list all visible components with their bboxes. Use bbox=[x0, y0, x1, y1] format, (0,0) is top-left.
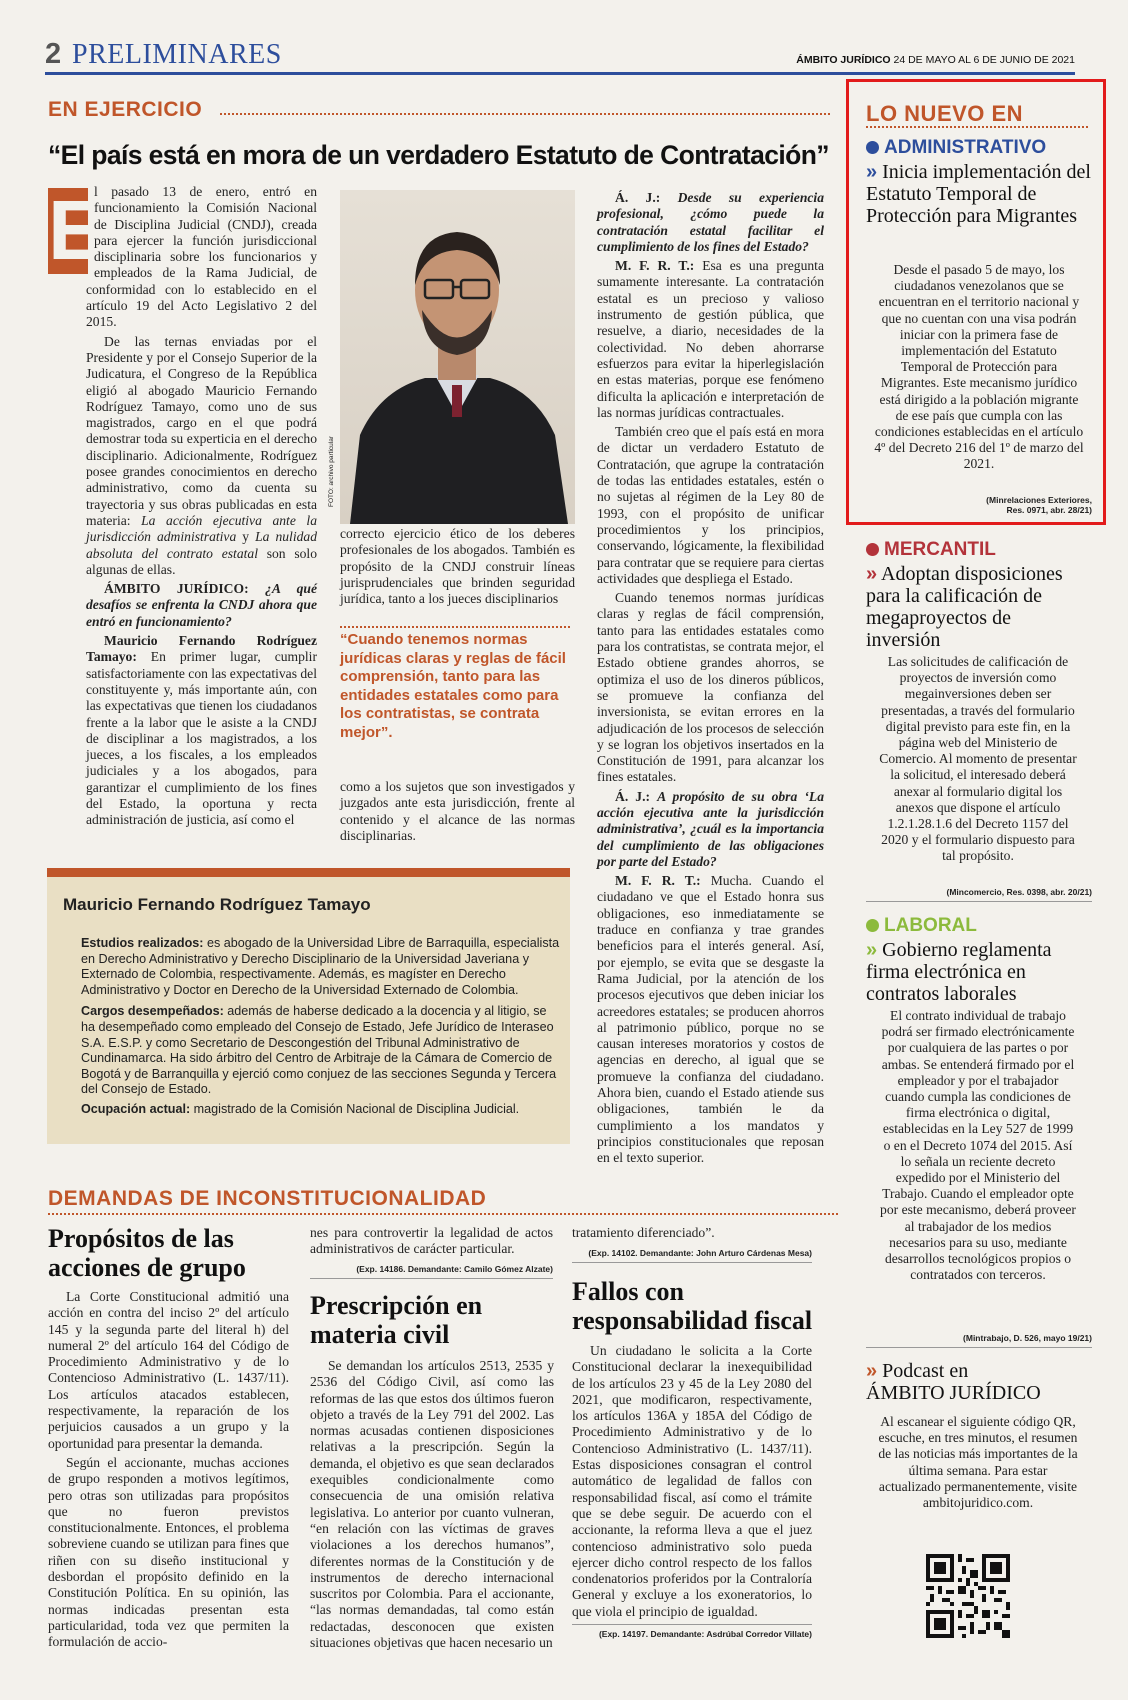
paragraph: correcto ejercicio ético de los deberes profesionales de los abogados. También es propósito de la CNDJ construir líneas jurisprudenciales que brinden seguridad jurídica, tanto a los jueces disciplinarios bbox=[340, 526, 575, 607]
bio-positions: Cargos desempeñados: además de haberse dedicado a la docencia y al litigio, se ha desempeñado como empleado del Consejo de Estado, Jefe Jurídico de Interaseo S.A. E.S.P. y como Secretario de Descongestión del Tribunal Administrativo de Cundinamarca. Ha sido árbitro del Centro de Arbitraje de la Cámara de Comercio de Bogotá y de Barranquilla y ejerció como conjuez de las secciones Segunda y Tercera del Consejo de Estado. bbox=[81, 1004, 557, 1097]
article-title: Propósitos de las acciones de grupo bbox=[48, 1224, 246, 1282]
pull-quote-text: “Cuando tenemos normas jurídicas claras y reglas de fácil comprensión, tanto para las entidades estatales como para los contratistas, se contrata mejor”. bbox=[340, 631, 566, 741]
sidebar-label: LO NUEVO EN bbox=[866, 101, 1024, 126]
news-kicker-laboral: LABORAL bbox=[866, 915, 977, 937]
chevron-icon: » bbox=[866, 939, 878, 961]
header-rule bbox=[45, 72, 1075, 75]
podcast-title: » Podcast en ÁMBITO JURÍDICO bbox=[866, 1360, 1041, 1404]
news-kicker-mercantil: MERCANTIL bbox=[866, 539, 996, 561]
answer: M. F. R. T.: Esa es una pregunta sumamente interesante. La contratación estatal es un precioso y valioso instrumento de gestión pública, que resuelve, a diario, necesidades de la colectividad. No deben ahorrarse esfuerzos para evitar la hiperlegislación en estas materias, porque ese fenómeno dificulta la aplicación e interpretación de las normas jurídicas contractuales. bbox=[597, 258, 824, 420]
chevron-icon: » bbox=[866, 1360, 878, 1382]
paragraph: Según el accionante, muchas acciones de grupo responden a motivos legítimos, pero otras son utilizadas para propósitos que no fueron previstos constitucionalmente. Entonces, el problema sobreviene cuando se utilizan para fines que riñen con su diseño institucional y desbordan el propósito definido en la Constitución Política. En su opinión, las normas indicadas presentan esta particularidad, toda vez que permiten la formulación de accio- bbox=[48, 1454, 289, 1650]
pull-quote-rule bbox=[340, 626, 570, 628]
source-citation: (Minrelaciones Exteriores, Res. 0971, abr. 28/21) bbox=[986, 495, 1092, 515]
category-dot-icon bbox=[866, 543, 879, 556]
pull-quote bbox=[340, 626, 570, 751]
paragraph: La Corte Constitucional admitió una acción en contra del inciso 2º del artículo 145 y la segunda parte del literal h) del numeral 2º del artículo 164 del Código de Procedimiento Administrativo y de lo Contencioso Administrativo (L. 1437/11). Los artículos atacados establecen, respectivamente, la reparación de los perjuicios causados a un grupo y la oportunidad para presentar la demanda. bbox=[48, 1289, 289, 1451]
section-name: PRELIMINARES bbox=[72, 39, 282, 70]
section-dotted-rule bbox=[220, 113, 830, 115]
sidebar-dotted-rule bbox=[866, 126, 1088, 128]
qr-code-icon[interactable] bbox=[926, 1554, 1010, 1638]
article-body-cont bbox=[310, 1225, 553, 1261]
section-dotted-rule bbox=[48, 1213, 838, 1215]
news-body: Desde el pasado 5 de mayo, los ciudadanos venezolanos que se encuentran en el territorio nacional y que no cuentan con una visa podrán iniciar con la primera fase de implementación del Estatuto Temporal de Protección para Migrantes. Este mecanismo jurídico está dirigido a la población migrante de ese país que cumpla con las condiciones establecidas en el artículo 4º del Decreto 216 del 1º de marzo del 2021. bbox=[874, 262, 1084, 472]
portrait-photo bbox=[328, 190, 575, 524]
paragraph: como a los sujetos que son investigados y juzgados ante esta jurisdicción, frente al contenido y el alcance de las normas disciplinarias. bbox=[340, 779, 575, 843]
source-citation: (Exp. 14186. Demandante: Camilo Gómez Alzate) bbox=[310, 1264, 553, 1279]
paragraph: Se demandan los artículos 2513, 2535 y 2536 del Código Civil, así como las reformas de las que estos dos últimos fueron objeto a través de la Ley 791 del 2002. Las normas acusadas contienen disposiciones relativas a la prescripción. Según la demanda, el objetivo es que sean declarados exequibles condicionalmente como consecuencia de una omisión relativa legislativa. Lo anterior por cuanto vulneran, “en relación con las víctimas de graves violaciones a los derechos humanos”, diferentes normas de la Constitución y de instrumentos de derecho internacional suscritos por Colombia. Para el accionante, “las normas demandadas, tal como están redactadas, desconocen que existen situaciones objetivas que hacen necesario un bbox=[310, 1358, 554, 1651]
page-number: 2 bbox=[45, 38, 62, 70]
bio-details bbox=[81, 936, 561, 1118]
section-label-demandas: DEMANDAS DE INCONSTITUCIONALIDAD bbox=[48, 1187, 487, 1210]
article-body-cont bbox=[572, 1225, 812, 1244]
category-dot-icon bbox=[866, 919, 879, 932]
interview-column-2 bbox=[340, 526, 575, 610]
source-citation: (Exp. 14102. Demandante: John Arturo Cárdenas Mesa) bbox=[572, 1248, 812, 1263]
article-body bbox=[310, 1358, 554, 1654]
issue-dates: 24 DE MAYO AL 6 DE JUNIO DE 2021 bbox=[893, 54, 1075, 66]
podcast-body: Al escanear el siguiente código QR, escuche, en tres minutos, el resumen de las noticias más importantes de la última semana. Para estar actualizado permanentemente, visite ambitojuridico.com. bbox=[878, 1414, 1078, 1511]
bio-box bbox=[47, 868, 570, 1144]
article-body bbox=[572, 1343, 812, 1623]
article-title: Prescripción en materia civil bbox=[310, 1291, 483, 1349]
publication-line bbox=[796, 54, 1075, 66]
source-citation: (Exp. 14197. Demandante: Asdrúbal Corredor Villate) bbox=[572, 1624, 812, 1639]
intro-paragraph: l pasado 13 de enero, entró en funcionamiento la Comisión Nacional de Disciplina Judicial (CNDJ), creada para ejercer la función jurisdiccional disciplinaria sobre los funcionarios y empleados de la Rama Judicial, de conformidad con lo establecido en el artículo 19 del Acto Legislativo 2 del 2015. bbox=[86, 184, 317, 330]
question: Á. J.: Desde su experiencia profesional, ¿cómo puede la contratación estatal facilitar el cumplimiento de los fines del Estado? bbox=[597, 190, 824, 254]
photo-credit: FOTO: archivo particular bbox=[328, 435, 336, 508]
bio-box-top-rule bbox=[47, 868, 570, 877]
paragraph: nes para controvertir la legalidad de actos administrativos de carácter particular. bbox=[310, 1225, 553, 1257]
chevron-icon: » bbox=[866, 563, 878, 585]
chevron-icon: » bbox=[866, 161, 878, 183]
bio-name: Mauricio Fernando Rodríguez Tamayo bbox=[63, 895, 371, 914]
category-dot-icon bbox=[866, 141, 879, 154]
news-title: » Adoptan disposiciones para la calificación de megaproyectos de inversión bbox=[866, 563, 1063, 651]
publication-name: ÁMBITO JURÍDICO bbox=[796, 54, 891, 66]
news-kicker-administrativo: ADMINISTRATIVO bbox=[866, 137, 1046, 159]
paragraph: Cuando tenemos normas jurídicas claras y reglas de fácil comprensión, tanto para las entidades estatales como para los contratistas, se contrata mejor, el Estado obtiene grandes ahorros, se optimiza el uso de los dineros públicos, se promueve la confianza del inversionista, se evitan errores en la adjudicación de los procesos de selección y se logran los objetivos insertados en la Constitución de 1991, para alcanzar los fines estatales. bbox=[597, 590, 824, 785]
interview-column-2b bbox=[340, 779, 575, 847]
source-citation: (Mincomercio, Res. 0398, abr. 20/21) bbox=[866, 887, 1092, 902]
page-header bbox=[45, 38, 1075, 72]
paragraph: De las ternas enviadas por el Presidente y por el Consejo Superior de la Judicatura, el Congreso de la República eligió al abogado Mauricio Fernando Rodríguez Tamayo, como uno de sus magistrados, cargo en el que podrá demostrar toda su experticia en el derecho disciplinario. Adicionalmente, Rodríguez posee grandes conocimientos en derecho administrativo, como da cuenta su trayectoria y sus obras publicadas en esta materia: La acción ejecutiva ante la jurisdicción administrativa y La nulidad absoluta del contrato estatal son solo algunas de ellas. bbox=[86, 333, 318, 577]
news-title: » Gobierno reglamenta firma electrónica en contratos laborales bbox=[866, 939, 1052, 1005]
news-title: » Inicia implementación del Estatuto Temporal de Protección para Migrantes bbox=[866, 161, 1091, 227]
interview-headline: “El país está en mora de un verdadero Estatuto de Contratación” bbox=[48, 140, 829, 170]
dropcap: E bbox=[48, 183, 105, 277]
article-title: Fallos con responsabilidad fiscal bbox=[572, 1277, 813, 1335]
news-body: Las solicitudes de calificación de proyectos de inversión como megainversiones deben ser presentadas, a través del formulario digital previsto para este fin, en la página web del Ministerio de Comercio. Al momento de presentar la solicitud, el interesado deberá anexar al formulario digital los anexos que dispone el artículo 1.2.1.28.1.6 del Decreto 1157 del 2020 y el formulario dispuesto para tal propósito. bbox=[879, 654, 1077, 864]
interview-column-3 bbox=[597, 190, 824, 1170]
article-body bbox=[48, 1289, 289, 1654]
bio-current: Ocupación actual: magistrado de la Comisión Nacional de Disciplina Judicial. bbox=[81, 1101, 520, 1116]
paragraph: tratamiento diferenciado”. bbox=[572, 1225, 715, 1240]
paragraph: También creo que el país está en mora de dictar un verdadero Estatuto de Contratación, que agrupe la contratación de todas las entidades estatales, estén o no sujetas al régimen de la Ley 80 de 1993, con el propósito de unificar procedimientos y los principios, conservando, lógicamente, la flexibilidad para contratar que se requiere para ciertas actividades que despliega el Estado. bbox=[597, 424, 824, 586]
question: ÁMBITO JURÍDICO: ¿A qué desafíos se enfrenta la CNDJ ahora que entró en funcionamiento? bbox=[86, 581, 317, 629]
sidebar bbox=[846, 79, 1106, 1649]
answer: Mauricio Fernando Rodríguez Tamayo: En primer lugar, cumplir satisfactoriamente con las expectativas del constituyente y, más importante aún, con las expectativas que tienen los ciudadanos frente a la labor que le asiste a la CNDJ de disciplinar a los magistrados, a los jueces, a los fiscales, a los empleados judiciales y a los abogados, para garantizar el cumplimiento de los fines del Estado, la oportuna y recta administración de justicia, así como el bbox=[86, 633, 317, 828]
bio-studies: Estudios realizados: es abogado de la Universidad Libre de Barraquilla, especialista en Derecho Administrativo y Derecho Disciplinario de la Universidad Javeriana y Externado de Colombia, respectivamente. Además, es magíster en Derecho Administrativo y Doctor en Derecho de la Universidad Externado de Colombia. bbox=[81, 936, 560, 997]
answer: M. F. R. T.: Mucha. Cuando el ciudadano ve que el Estado honra sus obligaciones, eso inmediatamente se traduce en confianza y trae grandes beneficios para el interés general. Así, por ejemplo, se evita que se desgaste la Rama Judicial, por la atención de los procesos ejecutivos que deben iniciar los acreedores estatales; se producen ahorros al patrimonio público, porque no se causan intereses moratorios y costos de agencias en derecho, al igual que se promueve la confianza del ciudadano. Ahora bien, cuando el Estado atiende sus obligaciones, también le da cumplimiento a los mandatos y principios constitucionales que reposan en el texto superior. bbox=[597, 873, 824, 1166]
question: Á. J.: A propósito de su obra ‘La acción ejecutiva ante la jurisdicción administrativa’, ¿cuál es la importancia del cumplimiento de las obligaciones por parte del Estado? bbox=[597, 788, 824, 869]
portrait-illustration bbox=[340, 190, 575, 524]
news-body: El contrato individual de trabajo podrá ser firmado electrónicamente por cualquiera de las partes o por ambas. Se entenderá firmado por el empleador y por el trabajador cuando cumpla las condiciones de firma electrónica o digital, establecidas en la Ley 527 de 1999 o en el Decreto 1074 del 2015. Así lo señala un reciente decreto expedido por el Ministerio del Trabajo. Cuando el empleador opte por este mecanismo, deberá proveer al trabajador de los medios necesarios para su uso, mediante desarrollos tecnológicos propios o contratados con terceros. bbox=[880, 1008, 1076, 1283]
qr-code-graphic bbox=[926, 1554, 1010, 1638]
paragraph: Un ciudadano le solicita a la Corte Constitucional declarar la inexequibilidad de los artículos 23 y 45 de la Ley 2080 del 2021, que modificaron, respectivamente, los artículos 136A y 185A del Código de Procedimiento Administrativo y de lo Contencioso Administrativo (L. 1437/11). Estas disposiciones consagran el control automático de legalidad de fallos con responsabilidad fiscal, así como el trámite que se debe seguir. De acuerdo con el accionante, la reforma lleva a que el juez contencioso administrativo solo pueda ejercer dicho control respecto de los fallos condenatorios proferidos por la Contraloría General y excluye a los exoneratorios, lo que viola el principio de igualdad. bbox=[572, 1343, 812, 1619]
source-citation: (Mintrabajo, D. 526, mayo 19/21) bbox=[866, 1333, 1092, 1348]
section-label-en-ejercicio: EN EJERCICIO bbox=[48, 98, 203, 121]
interview-column-1 bbox=[48, 183, 318, 832]
